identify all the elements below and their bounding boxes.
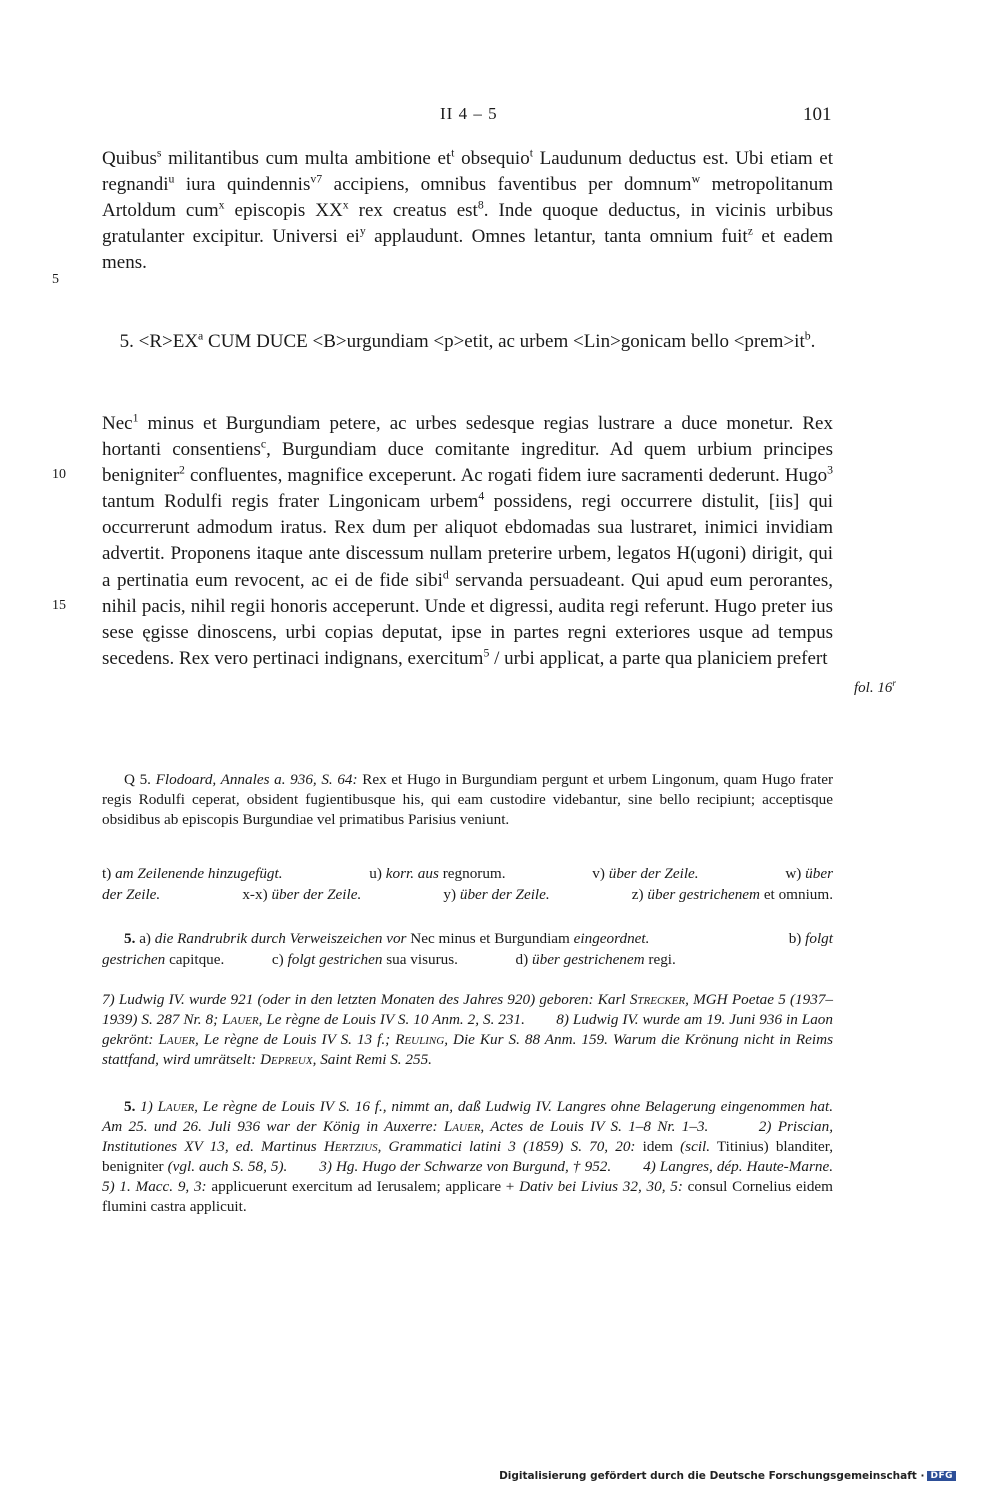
dfg-logo: DFG bbox=[927, 1471, 956, 1481]
funding-footer bbox=[499, 1470, 956, 1482]
line-number-5: 5 bbox=[52, 272, 59, 287]
main-paragraph-2: Nec$^1$ minus et Burgundiam petere, ac urbes sedesque regias lustrare a duce monetur. Rex hortanti consentiens$^c$, Burgundiam duce comitante ingreditur. Ad quem urbium principes benigniter$^2$ confluentes, magnifice exceperunt. Ac rogati fidem iure sacramenti dederunt. Hugo$^3$ tantum Rodulfi regis frater Lingonicam urbem$^4$ possidens, regi occurrere distulit, [iis] qui occurrerunt admodum iratus. Rex dum per aliquot ebdomadas sua lustraret, inimici invidiam advertit. Proponens itaque ante discessum nullam preterire urbem, legatos H(ugoni) dirigit, qui a pertinatia eum revocent, ac ei de fide sibi$^d$ servanda persuadeant. Qui apud eum perorantes, nihil pacis, nihil regii honoris acceperunt. Unde et digressi, audita regi referunt. Hugo preter ius sese ęgisse dinoscens, urbi copias deputat, ipse in partes regni exteriores usque ad tempus secedens. Rex vero pertinaci indignans, exercitum$^5$ / urbi applicat, a parte qua planiciem prefert bbox=[102, 411, 834, 669]
page-number: 101 bbox=[803, 104, 832, 125]
apparatus-notes-2: 5. a) die Randrubrik durch Verweiszeichen vor Nec minus et Burgundiam eingeordnet. b) folgt gestrichen capitque. c) folgt gestrichen sua visurus. d) über gestrichenem regi. bbox=[102, 930, 833, 968]
footnotes-1: 7) Ludwig IV. wurde 921 (oder in den letzten Monaten des Jahres 920) geboren: Karl Strecker, MGH Poetae 5 (1937–1939) S. 287 Nr. 8; Lauer, Le règne de Louis IV S. 10 Anm. 2, S. 231. 8) Ludwig IV. wurde am 19. Juni 936 in Laon gekrönt: Lauer, Le règne de Louis IV S. 13 f.; Reuling, Die Kur S. 88 Anm. 159. Warum die Krönung nicht in Reims stattfand, wird umrätselt: Depreux, Saint Remi S. 255. bbox=[102, 991, 837, 1068]
main-paragraph-1: Quibus$^s$ militantibus cum multa ambitione $et^t$ obsequio$^t$ Laudunum deductus est. Ubi etiam et regnandi$^u$ iura quindennis$^{v7}$ accipiens, omnibus faventibus per domnum$^w$ metropolitanum Artoldum cum$^x$ episcopis $XX^x$ rex creatus est$^8$. Inde quoque deductus, in vicinis urbibus gratulanter excipitur. Universi $ei^y$ applaudunt. Omnes letantur, tanta omnium fuit$^z$ et eadem mens. bbox=[102, 146, 833, 274]
apparatus-notes-1: t) am Zeilenende hinzugefügt. u) korr. aus regnorum. v) über der Zeile. w) über der Zeile. x-x) über der Zeile. y) über der Zeile. z) über gestrichenem et omnium. bbox=[102, 865, 833, 903]
line-number-15: 15 bbox=[52, 598, 66, 613]
section-header: II 4 – 5 bbox=[440, 104, 498, 123]
funding-text: Digitalisierung gefördert durch die Deutsche Forschungsgemeinschaft · bbox=[499, 1470, 925, 1482]
footnotes-2: 5. 1) Lauer, Le règne de Louis IV S. 16 f., nimmt an, daß Ludwig IV. Langres ohne Belagerung eingenommen hat. Am 25. und 26. Juli 936 war der König in Auxerre: Lauer, Actes de Louis IV S. 1–8 Nr. 1–3. 2) Priscian, Institutiones XV 13, ed. Martinus Hertzius, Grammatici latini 3 (1859) S. 70, 20: idem (scil. Titinius) blanditer, benigniter (vgl. auch S. 58, 5). 3) Hg. Hugo der Schwarze von Burgund, † 952. 4) Langres, dép. Haute-Marne. 5) 1. Macc. 9, 3: applicuerunt exercitum ad Ierusalem; applicare + Dativ bei Livius 32, 30, 5: consul Cornelius eidem flumini castra applicuit. bbox=[102, 1098, 864, 1215]
chapter-heading: 5. $<R>EX^a$ CUM DUCE <B>urgundiam <p>etit, ac urbem <Lin>gonicam bello $<prem>it^b$. bbox=[119, 329, 816, 352]
line-number-10: 10 bbox=[52, 467, 66, 482]
source-note: Q 5. Flodoard, Annales a. 936, S. 64: Rex et Hugo in Burgundiam pergunt et urbem Lingonum, quam Hugo frater regis Rodulfi ceperat, obsident fugientibusque his, qui eam custodire videbantur, sine bello recipiunt; acceptisque obsidibus ab episcopis Burgundiae vel primatibus Parisius veniunt. bbox=[102, 771, 834, 828]
folio-marker: fol. 16$^r$ bbox=[854, 679, 896, 696]
